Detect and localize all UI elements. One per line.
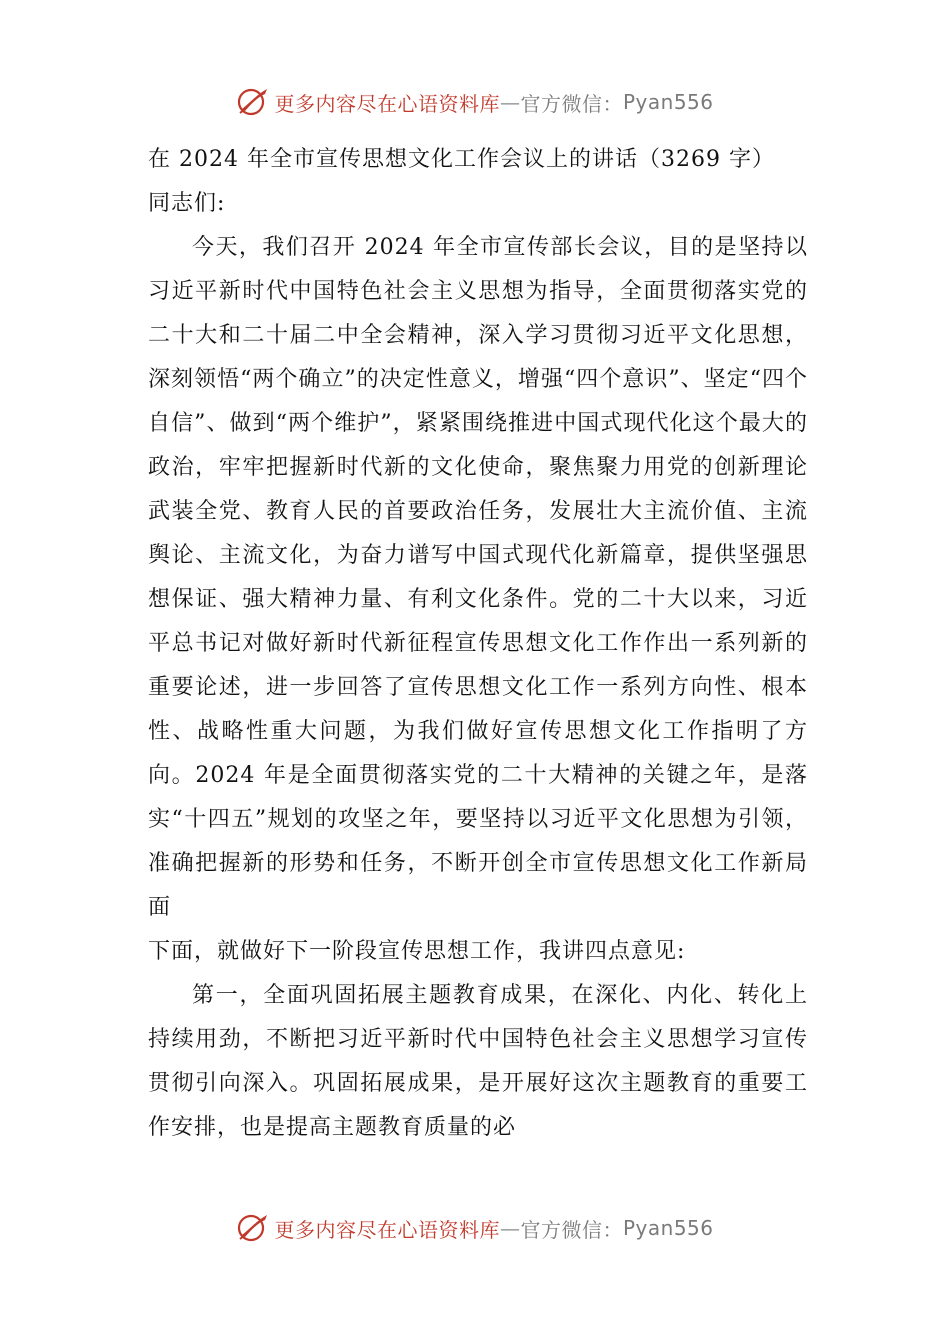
watermark-dash: — — [499, 1216, 521, 1240]
watermark-site-text: 更多内容尽在心语资料库 — [274, 1217, 500, 1242]
document-title: 在 2024 年全市宣传思想文化工作会议上的讲话（3269 字） — [148, 147, 775, 172]
watermark-wechat-id: Pyan556 — [622, 1216, 714, 1240]
paragraph: 第一，全面巩固拓展主题教育成果，在深化、内化、转化上持续用劲，不断把习近平新时代中国特色社会主义思想学习宣传贯彻引向深入。巩固拓展成果，是开展好这次主题教育的重要工作安排，也是提高主题教育质量的必 — [148, 983, 808, 1140]
watermark-dash: — — [499, 90, 521, 114]
pen-circle-logo-icon — [236, 85, 270, 119]
document-salutation: 同志们: — [148, 191, 226, 216]
watermark-official-label: 官方微信： — [520, 1217, 623, 1242]
paragraph: 下面，就做好下一阶段宣传思想工作，我讲四点意见: — [148, 939, 686, 964]
watermark-official-label: 官方微信： — [520, 91, 623, 116]
document-body — [148, 138, 808, 1150]
pen-circle-logo-icon — [236, 1211, 270, 1245]
watermark-site-text: 更多内容尽在心语资料库 — [274, 91, 500, 116]
watermark-wechat-id: Pyan556 — [622, 90, 714, 114]
paragraph: 今天，我们召开 2024 年全市宣传部长会议，目的是坚持以习近平新时代中国特色社会主义思想为指导，全面贯彻落实党的二十大和二十届二中全会精神，深入学习贯彻习近平文化思想，深刻领悟“两个确立”的决定性意义，增强“四个意识”、坚定“四个自信”、做到“两个维护”，紧紧围绕推进中国式现代化这个最大的政治，牢牢把握新时代新的文化使命，聚焦聚力用党的创新理论武装全党、教育人民的首要政治任务，发展壮大主流价值、主流舆论、主流文化，为奋力谱写中国式现代化新篇章，提供坚强思想保证、强大精神力量、有利文化条件。党的二十大以来，习近平总书记对做好新时代新征程宣传思想文化工作作出一系列新的重要论述，进一步回答了宣传思想文化工作一系列方向性、根本性、战略性重大问题，为我们做好宣传思想文化工作指明了方向。2024 年是全面贯彻落实党的二十大精神的关键之年，是落实“十四五”规划的攻坚之年，要坚持以习近平文化思想为引领，准确把握新的形势和任务，不断开创全市宣传思想文化工作新局面 — [148, 235, 808, 920]
header-watermark — [0, 82, 950, 122]
footer-watermark — [0, 1208, 950, 1248]
